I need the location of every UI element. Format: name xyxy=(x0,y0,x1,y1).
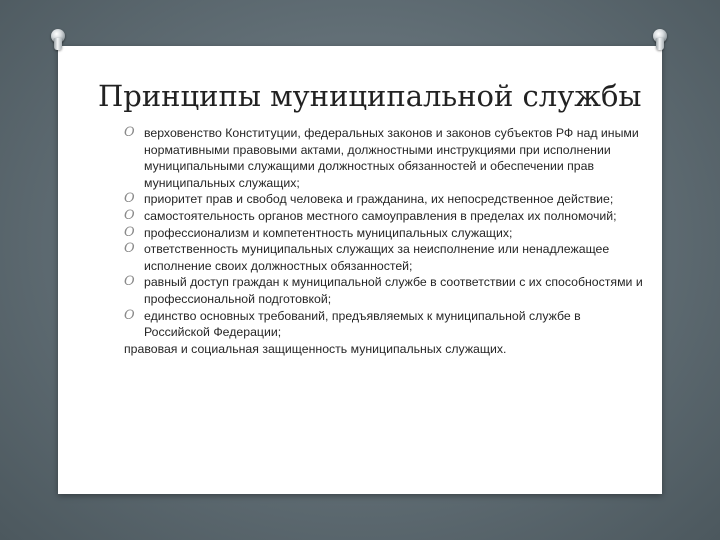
list-item xyxy=(124,208,644,225)
list-item-text: приоритет прав и свобод человека и гражданина, их непосредственное действие; xyxy=(144,192,614,207)
principles-list xyxy=(124,125,644,341)
trailing-text: правовая и социальная защищенность муниципальных служащих. xyxy=(124,341,507,356)
list-item-text: профессионализм и компетентность муниципальных служащих; xyxy=(144,225,513,240)
pin-left-icon xyxy=(51,29,65,51)
bullet-icon: O xyxy=(124,125,135,140)
bullet-icon: O xyxy=(124,274,135,290)
bullet-icon: O xyxy=(124,207,135,223)
pin-right-icon xyxy=(653,29,667,51)
list-item-text: единство основных требований, предъявляемых к муниципальной службе в Российской Федерации; xyxy=(144,308,581,340)
list-item xyxy=(124,308,644,341)
list-item xyxy=(124,225,644,242)
list-item-text: ответственность муниципальных служащих за неисполнение или ненадлежащее исполнение своих должностных обязанностей; xyxy=(144,242,610,273)
bullet-icon: O xyxy=(124,224,135,240)
list-item-text: верховенство Конституции, федеральных законов и законов субъектов РФ над иными нормативными правовыми актами, должностными инструкциями при исполнении муниципальными служащими должностных обязанностей и обеспечении прав муниципальных служащих; xyxy=(144,126,639,190)
list-item xyxy=(124,241,644,274)
bullet-icon: O xyxy=(124,307,135,323)
bullet-icon: O xyxy=(124,191,135,207)
list-item xyxy=(124,125,644,191)
list-item xyxy=(124,191,644,208)
list-item-text: равный доступ граждан к муниципальной службе в соответствии с их способностями и профессиональной подготовкой; xyxy=(144,275,643,306)
slide-content xyxy=(124,125,644,357)
slide-title: Принципы муниципальной службы xyxy=(98,79,642,113)
list-item xyxy=(124,274,644,307)
list-item-text: самостоятельность органов местного самоуправления в пределах их полномочий; xyxy=(144,208,617,223)
bullet-icon: O xyxy=(124,241,135,257)
